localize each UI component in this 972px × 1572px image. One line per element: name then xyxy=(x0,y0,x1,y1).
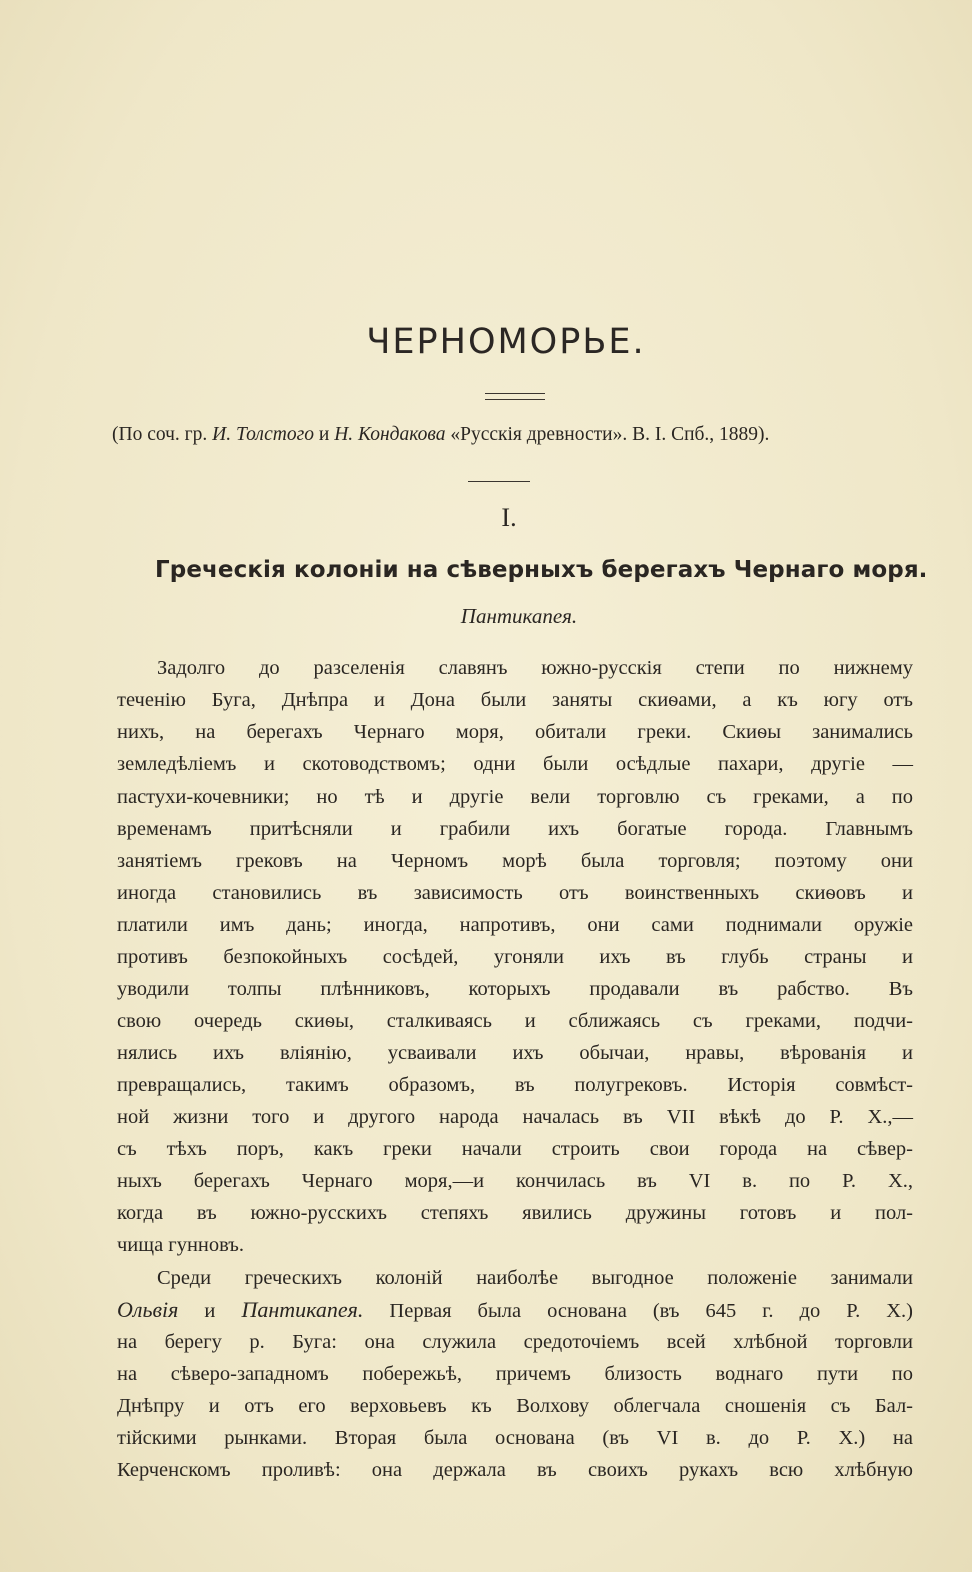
text-line: Среди греческихъ колоній наиболѣе выгодное положеніе занимали xyxy=(157,1267,913,1289)
text-line: нялись ихъ вліянію, усваивали ихъ обычаи, нравы, вѣрованія и xyxy=(117,1042,913,1064)
source-rest: «Русскія древности». В. I. Спб., 1889). xyxy=(445,424,770,445)
source-open: (По соч. гр. xyxy=(112,424,213,445)
city-olbia: Ольвія xyxy=(117,1297,179,1322)
text-line: нихъ, на берегахъ Чернаго моря, обитали греки. Скиѳы занимались xyxy=(117,721,913,743)
text-line: ной жизни того и другого народа началась въ VII вѣкѣ до Р. Х.,— xyxy=(117,1106,913,1128)
text-line: уводили толпы плѣнниковъ, которыхъ продавали въ рабство. Въ xyxy=(117,978,913,1000)
text-line: чища гунновъ. xyxy=(117,1234,245,1256)
text-line: когда въ южно-русскихъ степяхъ явились дружины готовъ и пол- xyxy=(117,1202,913,1224)
text-line-cities xyxy=(117,1296,913,1325)
text-line: Задолго до разселенія славянъ южно-русскія степи по нижнему xyxy=(157,657,913,679)
source-author-1: И. Толстого xyxy=(212,424,314,445)
text-line: иногда становились въ зависимость отъ воинственныхъ скиѳовъ и xyxy=(117,882,913,904)
source-citation xyxy=(112,424,922,446)
source-author-2: Н. Кондакова xyxy=(334,424,446,445)
section-number: I. xyxy=(501,503,517,532)
text-line: на сѣверо-западномъ побережьѣ, причемъ близость воднаго пути по xyxy=(117,1363,913,1385)
text-line: земледѣліемъ и скотоводствомъ; одни были осѣдлые пахари, другіе — xyxy=(117,753,913,775)
page-title: ЧЕРНОМОРЬЕ. xyxy=(366,322,646,362)
title-divider-secondary xyxy=(485,399,545,400)
text-line: свою очередь скиѳы, сталкиваясь и сближаясь съ греками, подчи- xyxy=(117,1010,913,1032)
subheading: Пантикапея. xyxy=(460,604,578,628)
text-line: Керченскомъ проливѣ: она держала въ своихъ рукахъ всю хлѣбную xyxy=(117,1459,913,1481)
city-panticapaeum: Пантикапея. xyxy=(241,1297,364,1322)
text-line: пастухи-кочевники; но тѣ и другіе вели торговлю съ греками, а по xyxy=(117,786,913,808)
text-line: занятіемъ грековъ на Черномъ морѣ была торговля; поэтому они xyxy=(117,850,913,872)
text-line: превращались, такимъ образомъ, въ полугрековъ. Исторія совмѣст- xyxy=(117,1074,913,1096)
text-line: тійскими рынками. Вторая была основана (въ VI в. до Р. Х.) на xyxy=(117,1427,913,1449)
chapter-title: Греческія колоніи на сѣверныхъ берегахъ Чернаго моря. xyxy=(155,557,928,583)
text-line: на берегу р. Буга: она служила средоточіемъ всей хлѣбной торговли xyxy=(117,1331,913,1353)
text-line: съ тѣхъ поръ, какъ греки начали строить свои города на сѣвер- xyxy=(117,1138,913,1160)
text-rest: Первая была основана (въ 645 г. до Р. Х.) xyxy=(363,1300,913,1322)
text-line: противъ безпокойныхъ сосѣдей, угоняли ихъ въ глубь страны и xyxy=(117,946,913,968)
title-divider xyxy=(485,393,545,394)
text-line: Днѣпру и отъ его верховьевъ къ Волхову облегчала сношенія съ Бал- xyxy=(117,1395,913,1417)
text-line: платили имъ дань; иногда, напротивъ, они сами поднимали оружіе xyxy=(117,914,913,936)
text-line: теченію Буга, Днѣпра и Дона были заняты скиѳами, а къ югу отъ xyxy=(117,689,913,711)
text-and: и xyxy=(178,1300,242,1322)
citation-divider xyxy=(468,481,530,482)
text-line: ныхъ берегахъ Чернаго моря,—и кончилась въ VI в. по Р. Х., xyxy=(117,1170,913,1192)
text-line: временамъ притѣсняли и грабили ихъ богатые города. Главнымъ xyxy=(117,818,913,840)
source-and: и xyxy=(314,424,335,445)
